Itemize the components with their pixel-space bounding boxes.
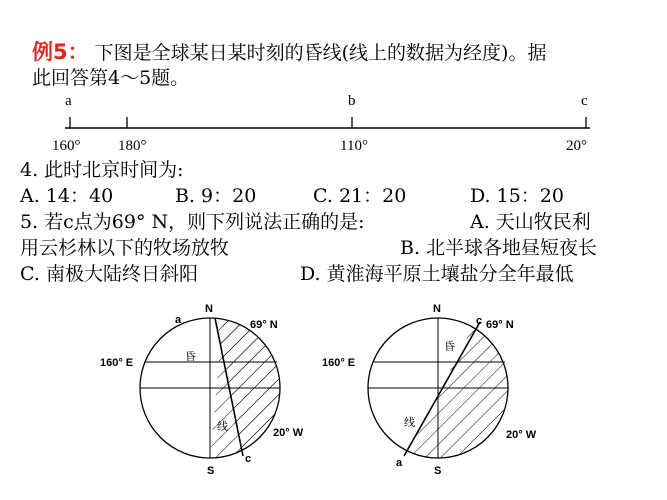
tick-label-180: 180° [118, 138, 147, 154]
longitude-line-figure [0, 88, 667, 158]
south-label: S [207, 465, 215, 477]
question-4-option-d: D. 15：20 [470, 185, 564, 207]
hun-label: 昏 [444, 340, 455, 353]
latitude-label: 69° N [486, 319, 514, 331]
question-4-option-b: B. 9：20 [175, 185, 257, 207]
question-5-option-a-part2: 用云杉林以下的牧场放牧 [20, 237, 230, 259]
latitude-label: 69° N [250, 319, 278, 331]
hun-label: 昏 [185, 350, 196, 363]
question-header [32, 40, 546, 65]
question-5-option-c: C. 南极大陆终日斜阳 [20, 263, 198, 285]
globe-diagram-right [320, 298, 560, 498]
question-4-option-c: C. 21：20 [313, 185, 407, 207]
question-5-option-d: D. 黄淮海平原土壤盐分全年最低 [300, 263, 574, 285]
tick-label-20: 20° [566, 138, 587, 154]
xian-label: 线 [217, 420, 228, 433]
question-5-option-b: B. 北半球各地昼短夜长 [400, 237, 598, 259]
letter-c: c [581, 93, 588, 109]
point-a-label: a [175, 314, 182, 326]
longitude-west-label: 20° W [273, 427, 304, 439]
question-4-option-a: A. 14：40 [20, 185, 114, 207]
letter-b: b [348, 93, 356, 109]
question-4: 4. 此时北京时间为: [20, 159, 184, 181]
north-label: N [433, 303, 441, 315]
globe-diagram-left [95, 298, 325, 498]
xian-label: 线 [404, 416, 415, 429]
longitude-east-label: 160° E [100, 357, 134, 369]
question-5-option-a-part1: A. 天山牧民利 [470, 211, 591, 233]
point-c-label: c [245, 453, 252, 465]
letter-a: a [65, 93, 72, 109]
longitude-east-label: 160° E [322, 357, 356, 369]
point-a-label: a [396, 457, 403, 469]
question-5: 5. 若c点为69° N，则下列说法正确的是: [20, 211, 365, 233]
point-c-label: c [476, 315, 483, 327]
tick-label-110: 110° [340, 138, 368, 154]
south-label: S [434, 465, 442, 477]
tick-label-160: 160° [52, 138, 81, 154]
north-label: N [205, 303, 213, 315]
longitude-west-label: 20° W [506, 429, 537, 441]
example-label: 例5： [32, 40, 89, 64]
header-line1: 下图是全球某日某时刻的昏线(线上的数据为经度)。据 [94, 42, 547, 64]
header-line2: 此回答第4～5题。 [32, 67, 190, 89]
